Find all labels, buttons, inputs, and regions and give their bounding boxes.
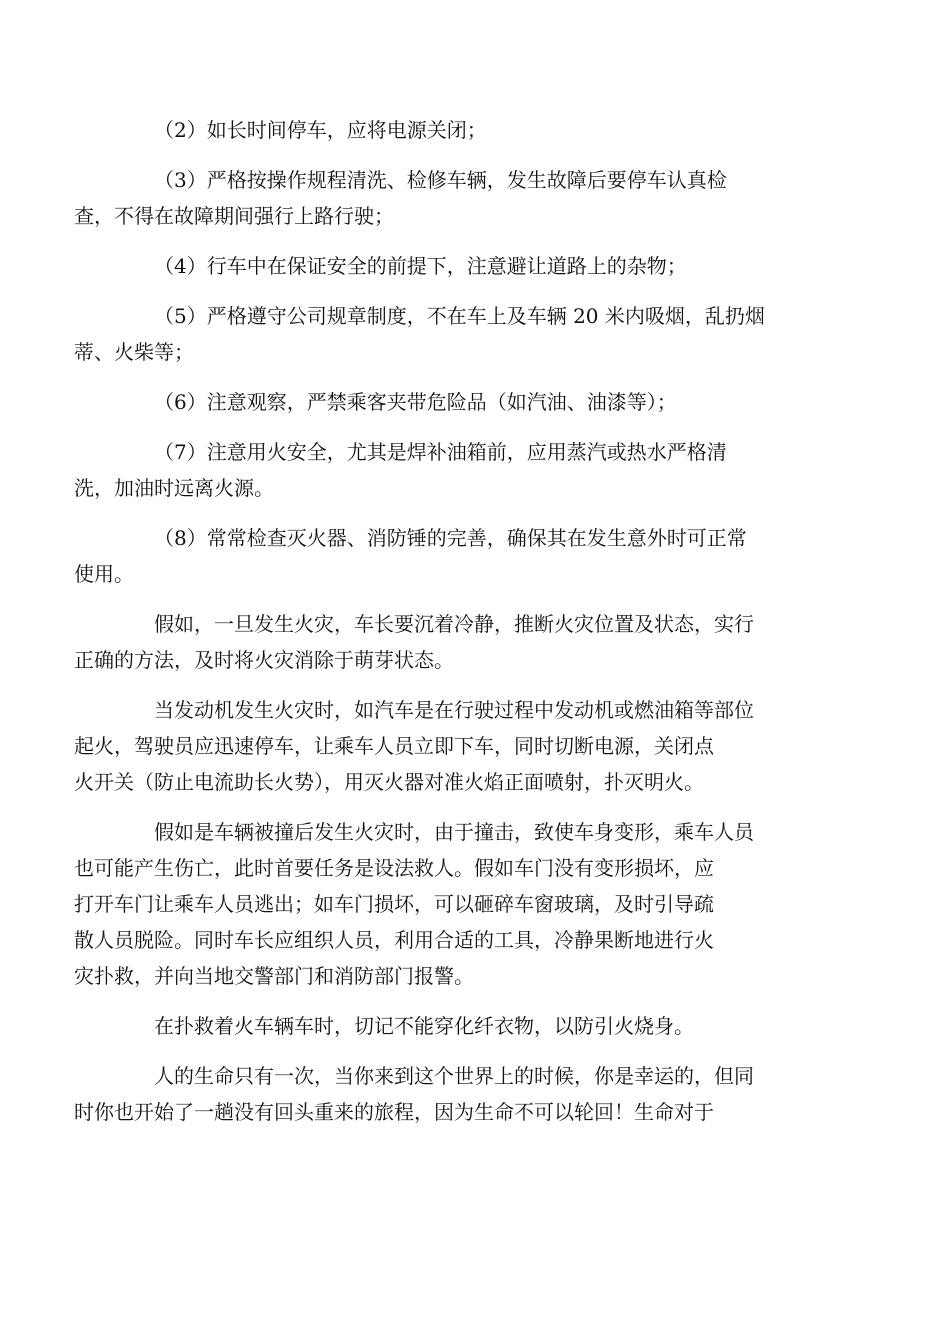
paragraph-line: （4）行车中在保证安全的前提下，注意避让道路上的杂物； [154, 254, 687, 278]
paragraph-item-8 [74, 520, 834, 592]
paragraph-line: （6）注意观察，严禁乘客夹带危险品（如汽油、油漆等）； [154, 390, 677, 414]
paragraph-fire-general [74, 606, 834, 678]
paragraph-line: 时你也开始了一趟没有回头重来的旅程，因为生命不可以轮回！生命对于 [74, 1100, 714, 1124]
paragraph-item-2 [114, 112, 834, 148]
paragraph-item-4 [114, 248, 834, 284]
paragraph-line: 洗，加油时远离火源。 [74, 476, 274, 500]
paragraph-line: 灾扑救，并向当地交警部门和消防部门报警。 [74, 964, 474, 988]
paragraph-line: （8）常常检查灭火器、消防锤的完善，确保其在发生意外时可正常 [154, 526, 747, 550]
paragraph-line: 打开车门让乘车人员逃出；如车门损坏，可以砸碎车窗玻璃，及时引导疏 [74, 892, 714, 916]
document-page [74, 112, 834, 1144]
paragraph-line: （7）注意用火安全，尤其是焊补油箱前，应用蒸汽或热水严格清 [154, 440, 727, 464]
paragraph-line: 假如，一旦发生火灾，车长要沉着冷静，推断火灾位置及状态，实行 [154, 612, 754, 636]
paragraph-item-3 [74, 162, 834, 234]
paragraph-line: 在扑救着火车辆车时，切记不能穿化纤衣物，以防引火烧身。 [154, 1014, 694, 1038]
paragraph-line: 查，不得在故障期间强行上路行驶； [74, 204, 394, 228]
paragraph-line: 起火，驾驶员应迅速停车，让乘车人员立即下车，同时切断电源，关闭点 [74, 734, 714, 758]
paragraph-line: 当发动机发生火灾时，如汽车是在行驶过程中发动机或燃油箱等部位 [154, 698, 754, 722]
paragraph-line: （2）如长时间停车，应将电源关闭； [154, 118, 487, 142]
paragraph-item-5 [74, 298, 834, 370]
paragraph-line: （5）严格遵守公司规章制度，不在车上及车辆 20 米内吸烟，乱扔烟 [154, 304, 765, 328]
paragraph-line: 使用。 [74, 562, 134, 586]
paragraph-item-7 [74, 434, 834, 506]
paragraph-clothing [114, 1008, 834, 1044]
paragraph-life [74, 1058, 834, 1130]
paragraph-line: 正确的方法，及时将火灾消除于萌芽状态。 [74, 648, 454, 672]
paragraph-line: （3）严格按操作规程清洗、检修车辆，发生故障后要停车认真检 [154, 168, 727, 192]
paragraph-engine-fire [74, 692, 834, 800]
paragraph-line: 假如是车辆被撞后发生火灾时，由于撞击，致使车身变形，乘车人员 [154, 820, 754, 844]
paragraph-collision-fire [74, 814, 834, 994]
paragraph-item-6 [114, 384, 834, 420]
paragraph-line: 人的生命只有一次，当你来到这个世界上的时候，你是幸运的，但同 [154, 1064, 754, 1088]
paragraph-line: 散人员脱险。同时车长应组织人员，利用合适的工具，冷静果断地进行火 [74, 928, 714, 952]
paragraph-line: 蒂、火柴等； [74, 340, 194, 364]
document-body [74, 112, 834, 1130]
paragraph-line: 火开关（防止电流助长火势），用灭火器对准火焰正面喷射，扑灭明火。 [74, 770, 704, 794]
paragraph-line: 也可能产生伤亡，此时首要任务是设法救人。假如车门没有变形损坏，应 [74, 856, 714, 880]
